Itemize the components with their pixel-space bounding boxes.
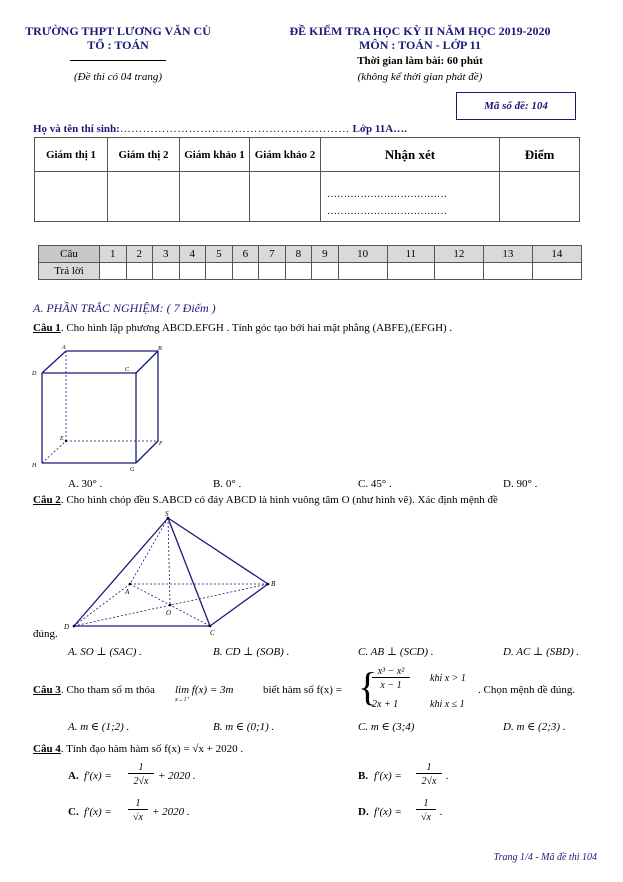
answer-cell[interactable] [232,263,259,280]
vertex-label: B [158,346,162,352]
grade-cell-examiner-2[interactable] [250,172,321,222]
pyramid-edge [168,518,268,584]
q4-option-a-numerator: 1 [128,762,154,774]
answer-number: 6 [232,246,259,263]
q3-function-label: biết hàm số f(x) = [263,684,342,696]
section-title: A. PHẦN TRẮC NGHIỆM: ( 7 Điểm ) [33,301,216,315]
grade-header-examiner-2: Giám khảo 2 [250,138,321,172]
grade-cell-proctor-2[interactable] [108,172,180,222]
answer-cell[interactable] [532,263,581,280]
grade-cell-proctor-1[interactable] [35,172,108,222]
pyramid-edge [74,518,168,626]
vertex-dot [209,625,212,628]
q3-option-d[interactable]: D. m ∈ (2;3) . [503,721,566,733]
answer-number: 7 [259,246,286,263]
answer-cell[interactable] [179,263,206,280]
pyramid-figure [60,508,285,638]
q2-option-d[interactable]: D. AC ⊥ (SBD) . [503,646,580,658]
q4-option-a-denominator: 2√x [133,776,149,787]
q3-case1-denominator: x − 1 [380,680,402,691]
q3-case2-expression: 2x + 1 [372,699,399,710]
question-1 [33,322,452,334]
q2-option-c[interactable]: C. AB ⊥ (SCD) . [358,646,434,658]
q3-case1-numerator: x³ − x² [372,666,410,678]
q4-option-a-lhs: f′(x) = [84,770,112,782]
grade-header-comment: Nhận xét [321,138,500,172]
exam-code-box: Mã số đề: 104 [456,92,576,120]
q4-option-b[interactable] [358,770,368,782]
q3-option-b[interactable]: B. m ∈ (0;1) . [213,721,275,733]
q3-limit: lim f(x) = 3m [175,684,234,696]
vertex-label: B [271,580,276,588]
question-2-text-end: đúng. [33,628,58,640]
q4-option-b-lhs: f′(x) = [374,770,402,782]
cube-figure [28,343,170,475]
answer-row-label: Trả lời [39,263,100,280]
answer-number: 11 [387,246,434,263]
q4-option-c-denominator: √x [133,812,143,823]
question-2-label: Câu 2 [33,494,61,506]
q4-option-b-numerator: 1 [416,762,442,774]
q4-option-d-denominator: √x [421,812,431,823]
q4-option-d-tail: . [440,806,443,818]
question-1-text: . Cho hình lập phương ABCD.EFGH . Tính góc tạo bởi hai mặt phẳng (ABFE),(EFGH) . [60,322,453,334]
time-limit: Thời gian làm bài: 60 phút [357,55,483,67]
department: TỔ : TOÁN [87,38,149,52]
vertex-label: G [130,467,135,473]
grade-header-proctor-2: Giám thị 2 [108,138,180,172]
option-letter: B. [358,770,369,782]
answer-number: 14 [532,246,581,263]
question-2-text: . Cho hình chóp đều S.ABCD có đáy ABCD là hình vuông tâm O (như hình vẽ). Xác định mệnh đề [60,494,498,506]
answer-number: 4 [179,246,206,263]
student-name-label: Họ và tên thí sinh: [33,123,120,135]
option-letter: D. [358,806,369,818]
question-3 [33,684,155,696]
q2-option-a[interactable]: A. SO ⊥ (SAC) . [68,646,142,658]
grade-cell-comment[interactable] [321,172,500,222]
vertex-label: A [125,588,130,596]
q4-option-c-numerator: 1 [128,798,148,810]
q4-option-d[interactable] [358,806,369,818]
vertex-label: E [60,436,64,442]
q4-option-c-tail: + 2020 . [152,806,190,818]
comment-dots-line: ……………………………… [327,206,447,217]
question-2 [33,494,498,506]
q4-option-b-tail: . [446,770,449,782]
cube-edge [42,351,66,373]
header-underline [70,60,166,61]
grade-header-examiner-1: Giám khảo 1 [180,138,250,172]
vertex-dot [65,440,67,442]
grade-header-proctor-1: Giám thị 1 [35,138,108,172]
pages-note: (Đề thi có 04 trang) [74,71,162,83]
question-4 [33,743,243,755]
answer-number: 13 [483,246,532,263]
vertex-label: D [64,623,70,631]
answer-number: 9 [312,246,339,263]
student-name-dots: …………………………………………………… [119,123,350,135]
q3-text-end: . Chọn mệnh đề đúng. [478,684,576,696]
q3-case2-condition: khi x ≤ 1 [430,699,465,710]
grade-cell-score[interactable] [500,172,580,222]
q1-option-d[interactable]: D. 90° . [503,478,538,490]
q3-limit-subscript: x→1⁺ [175,697,190,703]
grade-header-score: Điểm [500,138,580,172]
exam-title: ĐỀ KIỂM TRA HỌC KỲ II NĂM HỌC 2019-2020 [289,24,551,38]
answer-cell[interactable] [126,263,153,280]
q1-option-b[interactable]: B. 0° . [213,478,242,490]
answer-cell[interactable] [434,263,483,280]
answer-cell[interactable] [387,263,434,280]
vertex-label: S [165,510,169,518]
vertex-label: C [210,629,215,637]
answer-table [38,245,582,280]
vertex-label: O [166,609,172,617]
q4-option-d-lhs: f′(x) = [374,806,402,818]
time-note: (không kể thời gian phát đề) [357,71,483,83]
q4-option-a-tail: + 2020 . [158,770,196,782]
pyramid-edge [168,518,210,626]
cube-edge [136,441,158,463]
cube-edge [136,351,158,373]
grade-cell-examiner-1[interactable] [180,172,250,222]
subject: MÔN : TOÁN - LỚP 11 [359,38,481,52]
answer-number: 5 [206,246,233,263]
vertex-label: A [62,345,66,351]
answer-row-label: Câu [39,246,100,263]
school-name: TRƯỜNG THPT LƯƠNG VĂN CÙ [25,24,211,38]
answer-number: 1 [100,246,127,263]
vertex-label: F [159,441,163,447]
q4-option-c-lhs: f′(x) = [84,806,112,818]
page-footer: Trang 1/4 - Mã đề thi 104 [493,852,597,863]
answer-cell[interactable] [483,263,532,280]
q4-option-d-numerator: 1 [416,798,436,810]
vertex-label: C [125,367,130,373]
answer-cell[interactable] [100,263,127,280]
answer-cell[interactable] [338,263,387,280]
q3-option-c[interactable]: C. m ∈ (3;4) [358,721,415,733]
question-3-text-a: . Cho tham số m thỏa [60,684,155,696]
student-line [33,123,407,135]
answer-number: 10 [338,246,387,263]
question-1-label: Câu 1 [33,322,61,334]
answer-blank-row [39,263,582,280]
q1-option-a[interactable]: A. 30° . [68,478,103,490]
q2-option-b[interactable]: B. CD ⊥ (SOB) . [213,646,290,658]
answer-number: 8 [285,246,312,263]
q3-brace: { [358,664,378,709]
answer-cell[interactable] [312,263,339,280]
answer-number-row [39,246,582,263]
cube-hidden-edge [42,441,66,463]
answer-cell[interactable] [285,263,312,280]
q3-option-a[interactable]: A. m ∈ (1;2) . [68,721,130,733]
q1-option-c[interactable]: C. 45° . [358,478,392,490]
vertex-dot [267,583,270,586]
grade-table [34,137,580,222]
vertex-label: H [32,463,37,469]
vertex-label: D [32,371,37,377]
vertex-dot [129,583,132,586]
question-3-label: Câu 3 [33,684,61,696]
pyramid-hidden-edge [130,518,168,584]
class-label: Lớp 11A…. [352,123,407,135]
q4-option-c[interactable] [68,806,79,818]
vertex-dot [169,604,172,607]
answer-number: 2 [126,246,153,263]
answer-cell[interactable] [153,263,180,280]
answer-number: 12 [434,246,483,263]
option-letter: C. [68,806,79,818]
answer-cell[interactable] [206,263,233,280]
answer-cell[interactable] [259,263,286,280]
q4-option-b-denominator: 2√x [421,776,437,787]
answer-number: 3 [153,246,180,263]
comment-dots-line: ……………………………… [327,189,447,200]
option-letter: A. [68,770,79,782]
pyramid-hidden-edge [168,518,170,605]
question-4-text: . Tính đạo hàm hàm số f(x) = √x + 2020 . [60,743,244,755]
question-4-label: Câu 4 [33,743,61,755]
q4-option-a[interactable] [68,770,79,782]
q3-case1-condition: khi x > 1 [430,673,466,684]
vertex-dot [73,625,76,628]
